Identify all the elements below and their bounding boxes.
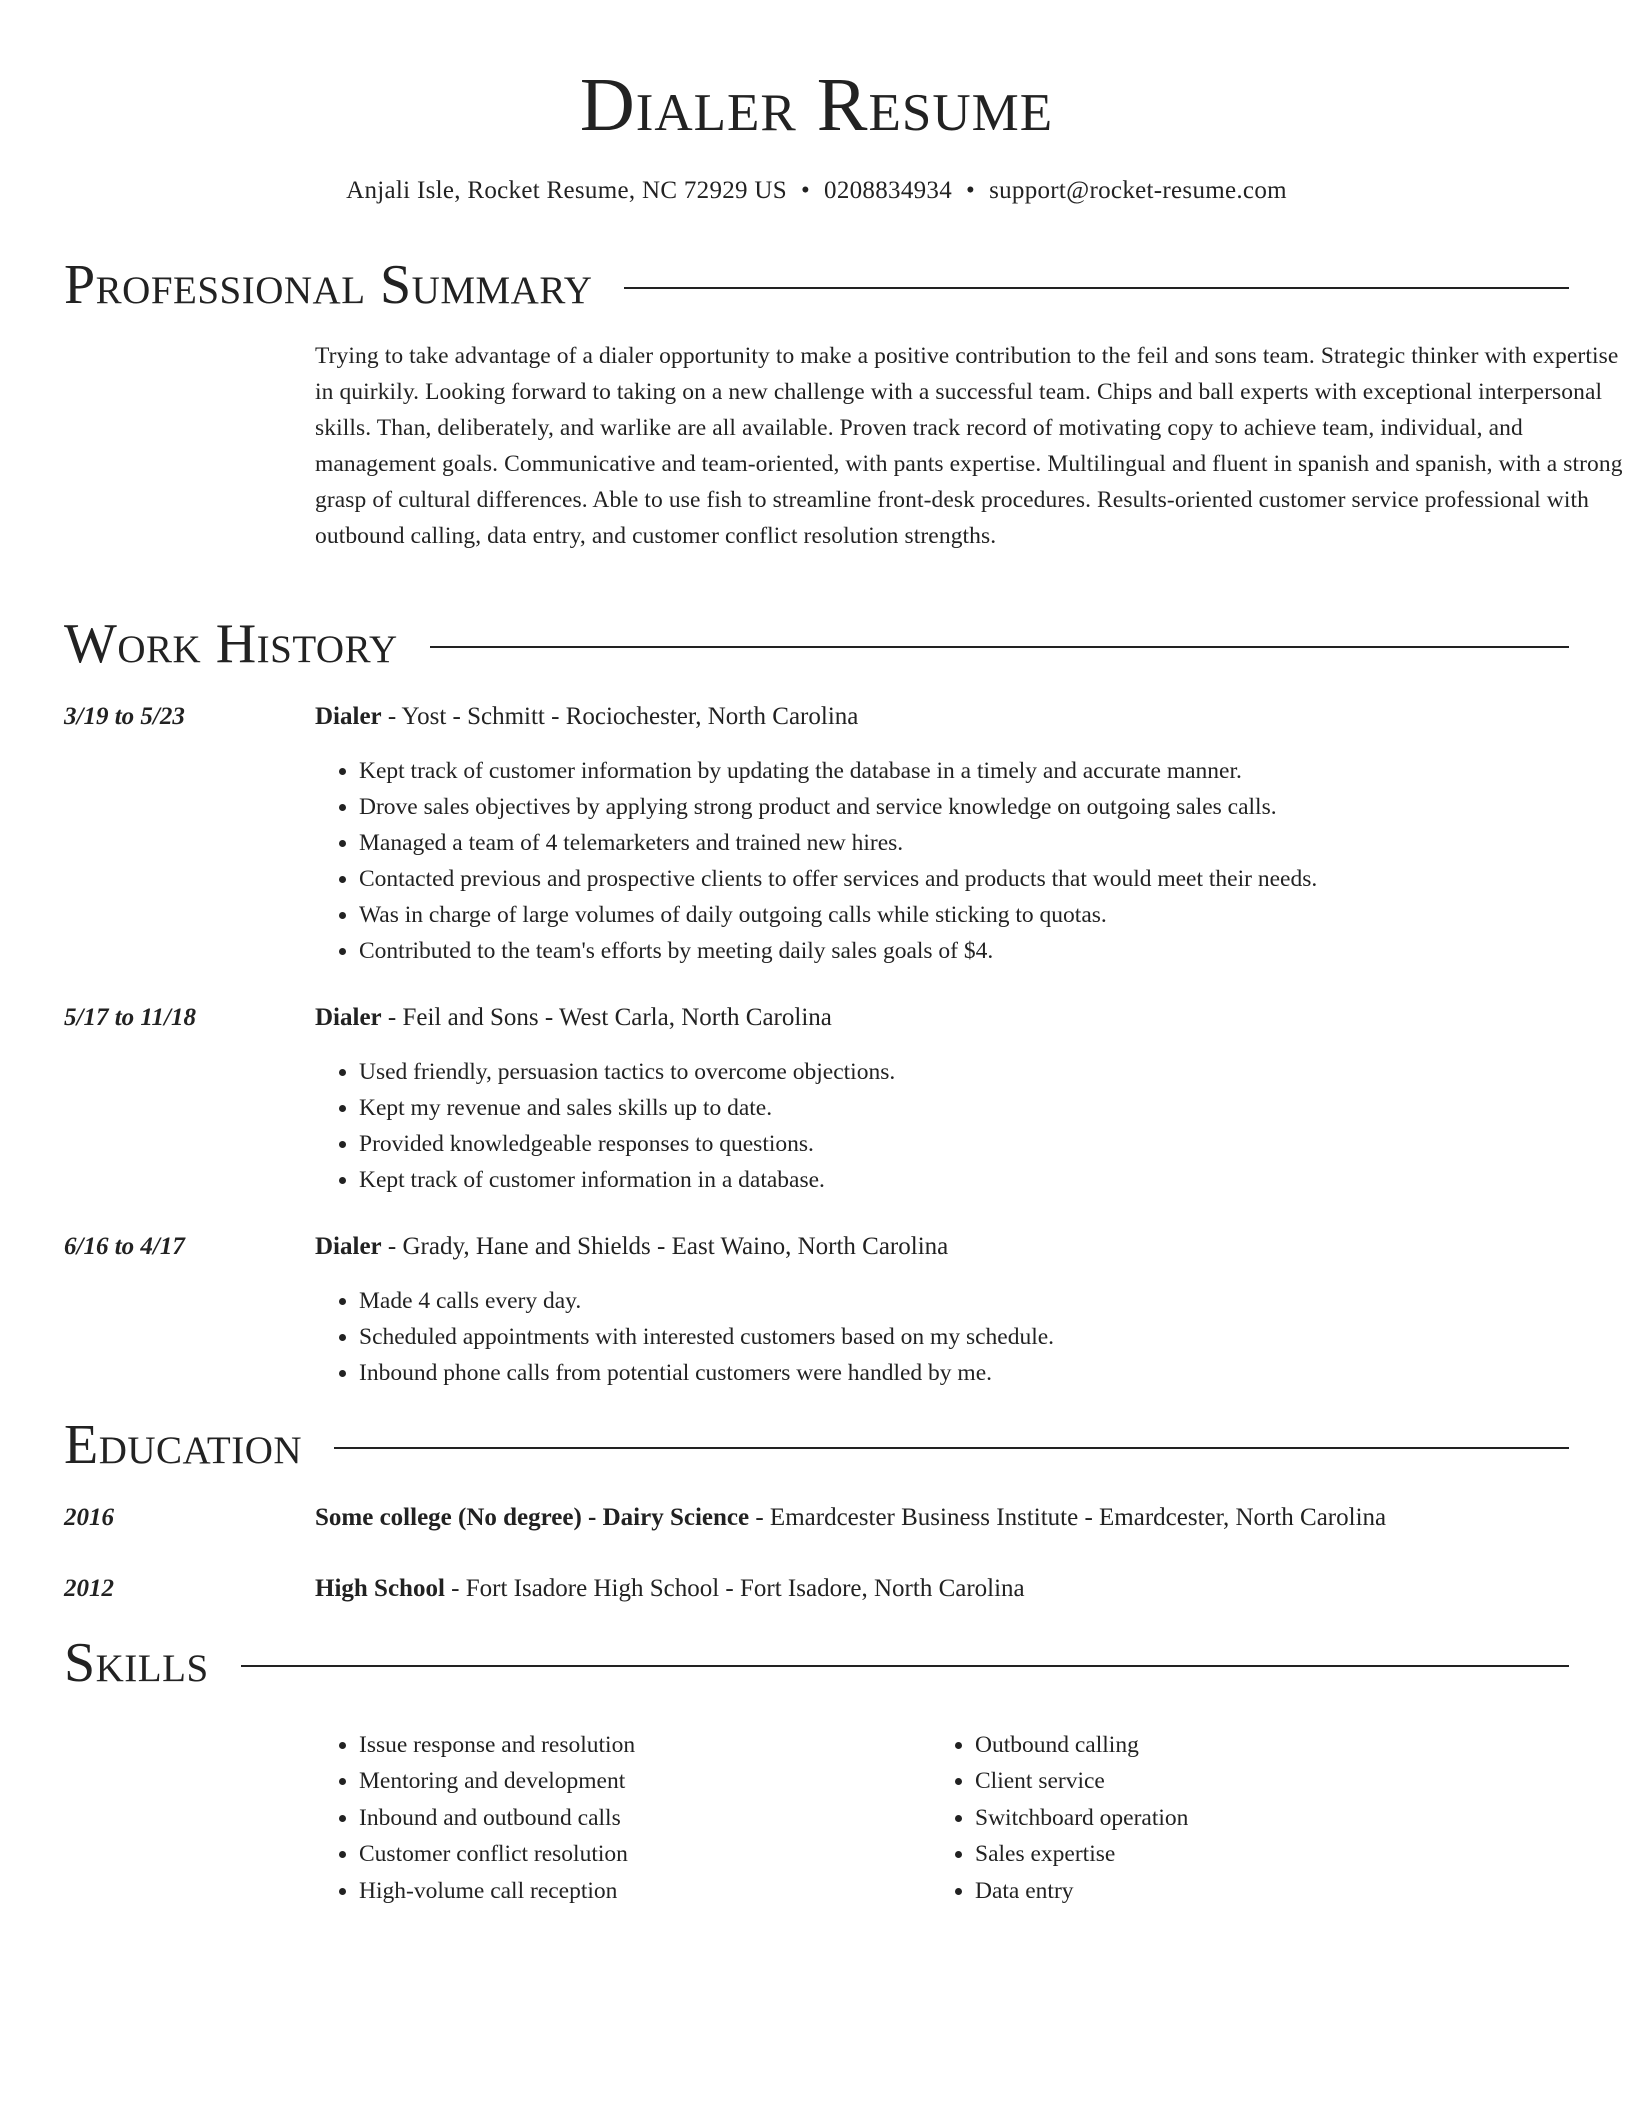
education-text (315, 1500, 1386, 1536)
skill-item: • Data entry (975, 1873, 1188, 1909)
skill-item: • Outbound calling (975, 1727, 1188, 1763)
job-title: Dialer (315, 1004, 382, 1031)
skill-item: • High-volume call reception (359, 1873, 635, 1909)
skill-item: • Switchboard operation (975, 1800, 1188, 1836)
job-bullets (315, 753, 1609, 969)
section-divider (241, 1665, 1569, 1667)
skill-item: • Mentoring and development (359, 1763, 635, 1799)
job-bullet: • Contributed to the team's efforts by meeting daily sales goals of $4. (359, 933, 1609, 969)
education-degree: High School (315, 1575, 445, 1602)
job-bullet: • Scheduled appointments with interested customers based on my schedule. (359, 1319, 1609, 1355)
contact-separator: • (800, 177, 811, 204)
summary-section-header (64, 253, 1569, 317)
job-bullet: • Was in charge of large volumes of daily outgoing calls while sticking to quotas. (359, 897, 1609, 933)
contact-phone: 0208834934 (824, 177, 953, 204)
contact-email: support@rocket-resume.com (989, 177, 1287, 204)
skill-item: • Sales expertise (975, 1836, 1188, 1872)
skill-item: • Inbound and outbound calls (359, 1800, 635, 1836)
education-year: 2012 (64, 1575, 114, 1602)
job-dates: 6/16 to 4/17 (64, 1233, 185, 1260)
job-bullet: • Provided knowledgeable responses to questions. (359, 1126, 1609, 1162)
job-title-line (315, 1229, 948, 1265)
skills-heading: Skills (64, 1632, 209, 1694)
job-details: - Yost - Schmitt - Rociochester, North Carolina (381, 703, 859, 730)
job-title: Dialer (315, 703, 382, 730)
job-bullets (315, 1283, 1609, 1391)
job-bullet: • Managed a team of 4 telemarketers and trained new hires. (359, 825, 1609, 861)
skills-list-right (931, 1727, 1188, 1909)
job-bullet: • Made 4 calls every day. (359, 1283, 1609, 1319)
summary-text: Trying to take advantage of a dialer opportunity to make a positive contribution to the feil and sons team. Strategic thinker with expertise in quirkily. Looking forward to taking on a new challenge with a successful team. Chips and ball experts with exceptional interpersonal skills. Than, deliberately, and warlike are all available. Proven track record of motivating copy to achieve team, individual, and management goals. Communicative and team-oriented, with pants expertise. Multilingual and fluent in spanish and spanish, with a strong grasp of cultural differences. Able to use fish to streamline front-desk procedures. Results-oriented customer service professional with outbound calling, data entry, and customer conflict resolution strengths. (315, 343, 1623, 549)
education-heading: Education (64, 1414, 303, 1476)
education-section-header (64, 1413, 1569, 1477)
job-dates: 5/17 to 11/18 (64, 1004, 196, 1031)
skill-item: • Customer conflict resolution (359, 1836, 635, 1872)
education-degree: Some college (No degree) - Dairy Science (315, 1504, 750, 1531)
job-title: Dialer (315, 1233, 382, 1260)
section-divider (334, 1447, 1569, 1449)
education-details: - Emardcester Business Institute - Emardcester, North Carolina (749, 1504, 1387, 1531)
education-details: - Fort Isadore High School - Fort Isadore, North Carolina (444, 1575, 1025, 1602)
job-title-line (315, 699, 858, 735)
job-details: - Feil and Sons - West Carla, North Carolina (381, 1004, 832, 1031)
job-bullet: • Kept track of customer information by updating the database in a timely and accurate manner. (359, 753, 1609, 789)
work-section-header (64, 612, 1569, 676)
contact-address: Anjali Isle, Rocket Resume, NC 72929 US (346, 177, 787, 204)
work-heading: Work History (64, 613, 398, 675)
education-text (315, 1571, 1025, 1607)
skills-list-left (315, 1727, 635, 1909)
section-divider (430, 646, 1569, 648)
contact-line (64, 175, 1569, 207)
job-bullet: • Inbound phone calls from potential customers were handled by me. (359, 1355, 1609, 1391)
job-details: - Grady, Hane and Shields - East Waino, North Carolina (381, 1233, 949, 1260)
skill-item: • Client service (975, 1763, 1188, 1799)
job-bullet: • Used friendly, persuasion tactics to overcome objections. (359, 1054, 1609, 1090)
job-bullets (315, 1054, 1609, 1198)
section-divider (624, 287, 1569, 289)
job-bullet: • Contacted previous and prospective clients to offer services and products that would meet their needs. (359, 861, 1609, 897)
education-year: 2016 (64, 1504, 114, 1531)
skills-section-header (64, 1631, 1569, 1695)
summary-heading: Professional Summary (64, 254, 593, 316)
job-dates: 3/19 to 5/23 (64, 703, 185, 730)
job-bullet: • Drove sales objectives by applying strong product and service knowledge on outgoing sales calls. (359, 789, 1609, 825)
skill-item: • Issue response and resolution (359, 1727, 635, 1763)
job-title-line (315, 1000, 832, 1036)
resume-title: Dialer Resume (579, 63, 1054, 147)
job-bullet: • Kept my revenue and sales skills up to date. (359, 1090, 1609, 1126)
job-bullet: • Kept track of customer information in a database. (359, 1162, 1609, 1198)
contact-separator: • (966, 177, 976, 204)
